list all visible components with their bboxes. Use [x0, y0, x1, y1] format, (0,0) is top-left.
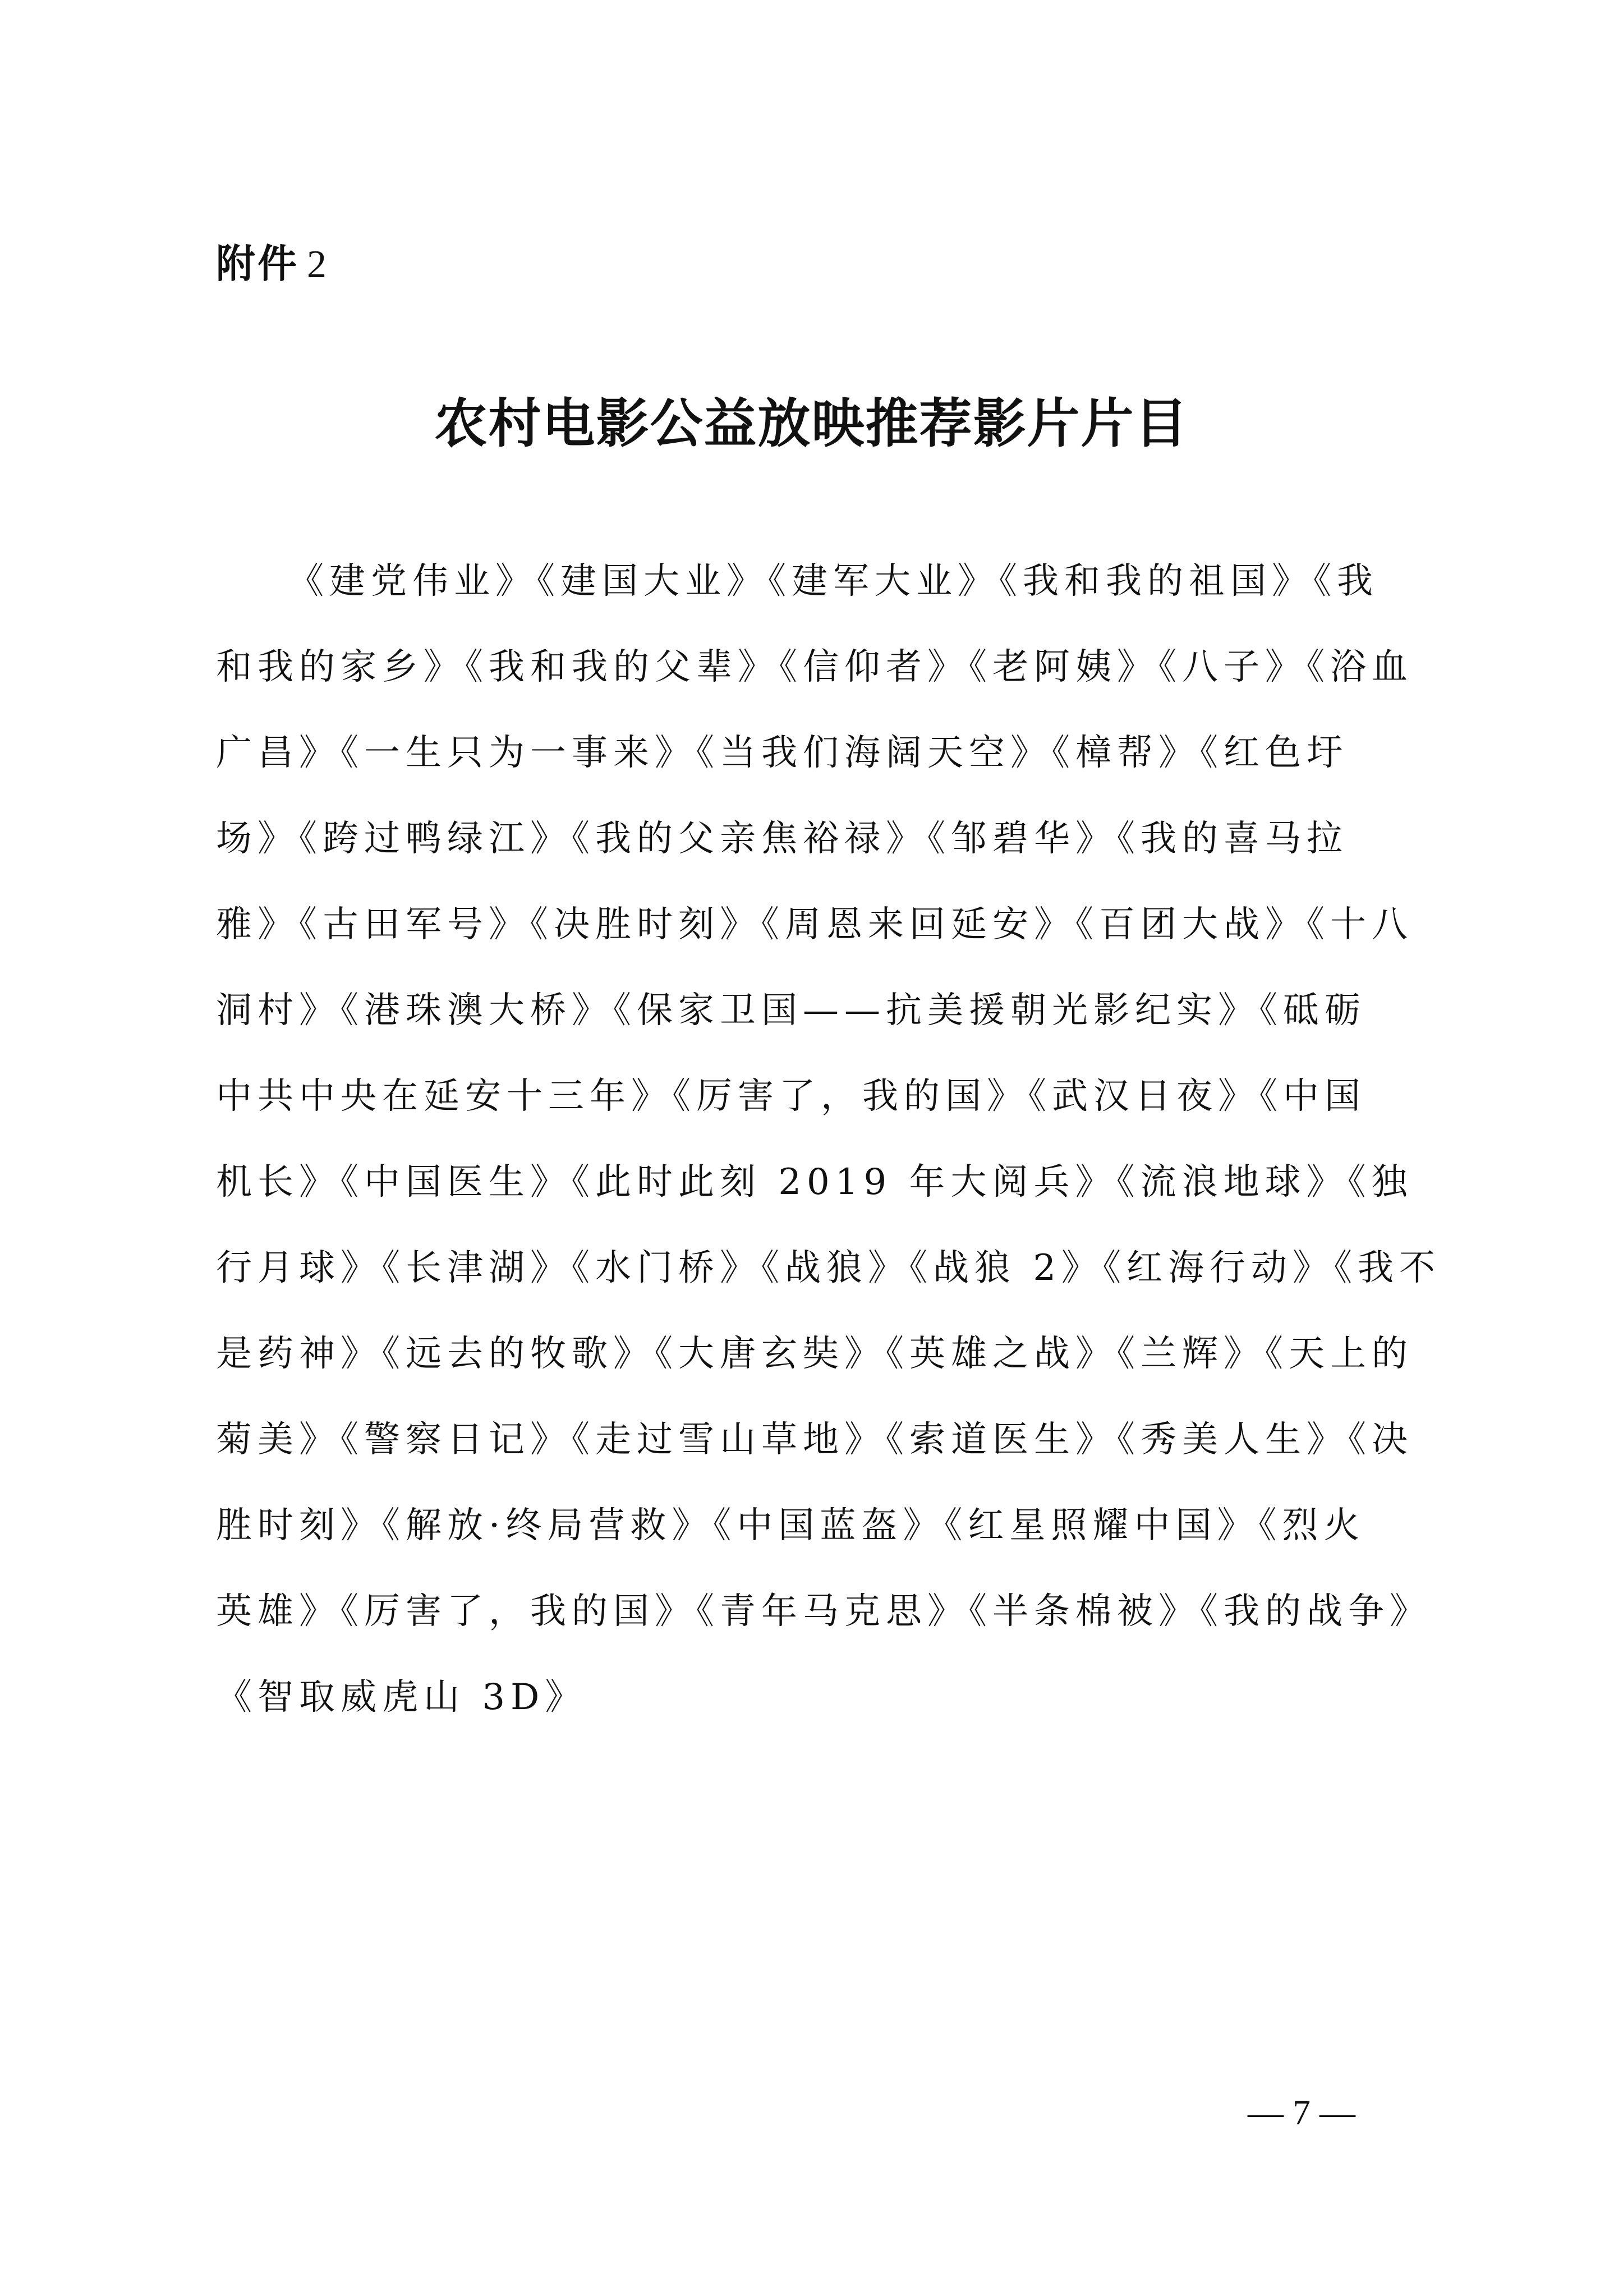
attachment-label [216, 236, 327, 293]
paragraph-line: 菊美》《警察日记》《走过雪山草地》《索道医生》《秀美人生》《决 [216, 1419, 1413, 1461]
document-title: 农村电影公益放映推荐影片片目 [434, 393, 1189, 454]
paragraph-line: 场》《跨过鸭绿江》《我的父亲焦裕禄》《邹碧华》《我的喜马拉 [216, 818, 1348, 860]
paragraph-line: 《智取威虎山 3D》 [216, 1677, 587, 1718]
paragraph-line: 《建党伟业》《建国大业》《建军大业》《我和我的祖国》《我 [288, 561, 1378, 602]
paragraph-line: 广昌》《一生只为一事来》《当我们海阔天空》《樟帮》《红色圩 [216, 732, 1348, 774]
paragraph-line: 行月球》《长津湖》《水门桥》《战狼》《战狼 2》《红海行动》《我不 [216, 1247, 1441, 1289]
film-list-paragraph [216, 539, 1441, 1741]
paragraph-line: 和我的家乡》《我和我的父辈》《信仰者》《老阿姨》《八子》《浴血 [216, 646, 1413, 688]
attachment-text: 附件 [216, 241, 299, 287]
paragraph-line: 雅》《古田军号》《决胜时刻》《周恩来回延安》《百团大战》《十八 [216, 904, 1413, 945]
paragraph-line: 机长》《中国医生》《此时此刻 2019 年大阅兵》《流浪地球》《独 [216, 1161, 1413, 1203]
paragraph-line: 是药神》《远去的牧歌》《大唐玄奘》《英雄之战》《兰辉》《天上的 [216, 1333, 1413, 1375]
paragraph-line: 中共中央在延安十三年》《厉害了，我的国》《武汉日夜》《中国 [216, 1076, 1366, 1117]
paragraph-line: 洞村》《港珠澳大桥》《保家卫国——抗美援朝光影纪实》《砥砺 [216, 990, 1366, 1031]
paragraph-line: 英雄》《厉害了，我的国》《青年马克思》《半条棉被》《我的战争》 [216, 1591, 1431, 1632]
attachment-number: 2 [307, 243, 327, 286]
page-number: — 7 — [1248, 2092, 1355, 2132]
paragraph-line: 胜时刻》《解放·终局营救》《中国蓝盔》《红星照耀中国》《烈火 [216, 1505, 1365, 1546]
